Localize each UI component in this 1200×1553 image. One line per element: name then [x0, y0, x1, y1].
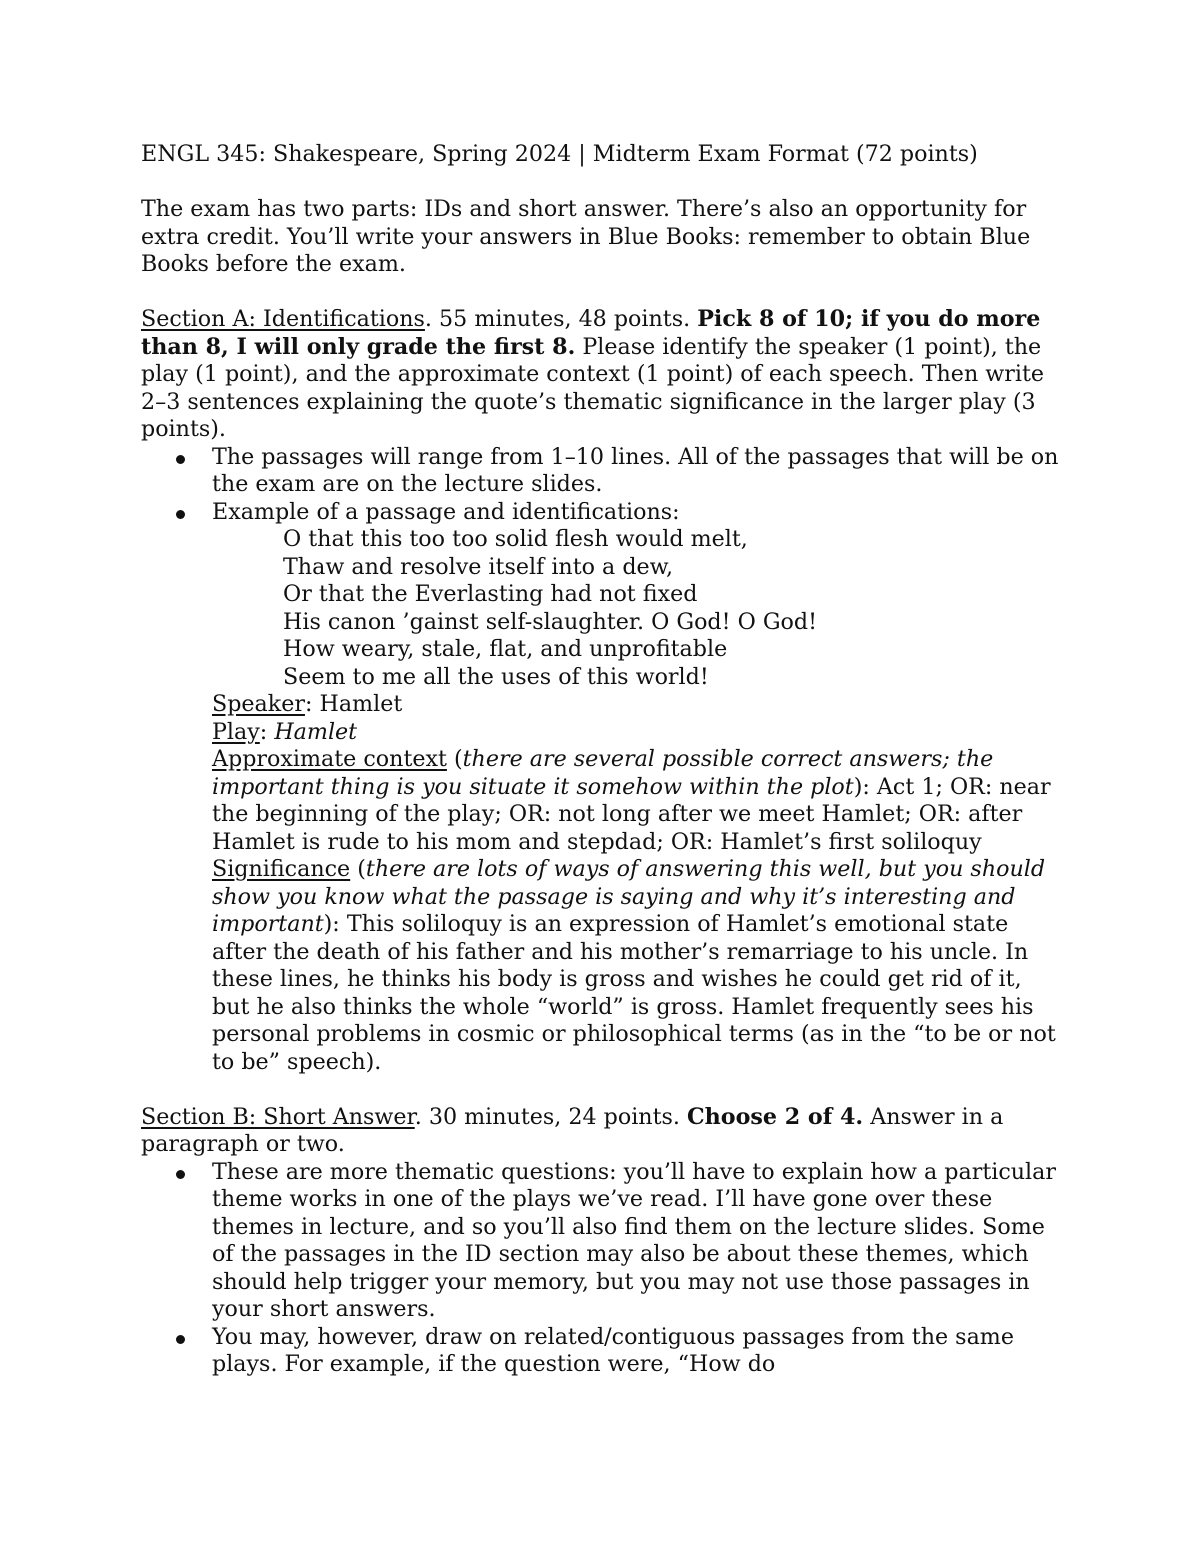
section-b-bullet-themes	[141, 1159, 1061, 1324]
passage-line: O that this too too solid flesh would melt,	[283, 526, 748, 552]
section-b-heading: Section B: Short Answer	[141, 1103, 415, 1130]
section-a-bullet-list	[141, 444, 1061, 1077]
section-a-bold-instruction: Pick 8 of 10; if you do more than 8, I will only grade the first 8.	[141, 306, 1041, 360]
section-b-bullet-list	[141, 1159, 1061, 1379]
section-a-instructions: Please identify the speaker (1 point), the play (1 point), and the approximate context (1 point) of each speech. Then write 2–3 sentences explaining the quote’s thematic significance in the larger play (3 points).	[141, 333, 1045, 442]
significance-answer: ): This soliloquy is an expression of Hamlet’s emotional state after the death of his father and his mother’s remarriage to his uncle. In these lines, he thinks his body is gross and wishes he could get rid of it, but he also thinks the whole “world” is gross. Hamlet frequently sees his personal problems in cosmic or philosophical terms (as in the “to be or not to be” speech).	[212, 911, 1056, 1075]
significance-paren: (	[350, 856, 366, 882]
play-value: Hamlet	[274, 718, 358, 745]
passage-line: How weary, stale, flat, and unprofitable	[283, 636, 728, 662]
play-field	[212, 719, 1061, 747]
section-b-bullet-passages	[141, 1324, 1061, 1379]
play-label: Play	[212, 718, 260, 745]
significance-note: there are lots of ways of answering this well, but you should show you know what the passage is saying and why it’s interesting and important	[212, 856, 1046, 937]
section-a-description	[141, 306, 1061, 444]
passage-line: His canon ’gainst self-slaughter. O God! O God!	[283, 608, 818, 635]
section-a-timing: . 55 minutes, 48 points.	[424, 306, 698, 332]
context-label: Approximate context	[212, 746, 447, 772]
section-b-bullet-passages-text: You may, however, draw on related/contiguous passages from the same plays. For example, if the question were, “How do	[212, 1323, 1014, 1377]
context-note: there are several possible correct answers; the important thing is you situate it somehow within the plot	[212, 746, 994, 800]
section-a-heading: Section A: Identifications	[141, 306, 425, 332]
section-a-bullet-example-text: Example of a passage and identifications:	[212, 498, 680, 525]
section-a	[141, 306, 1061, 1076]
section-b-bold-instruction: Choose 2 of 4.	[687, 1103, 864, 1130]
passage-line: Seem to me all the uses of this world!	[283, 663, 709, 690]
intro-paragraph: The exam has two parts: IDs and short answer. There’s also an opportunity for extra credit. You’ll write your answers in Blue Books: remember to obtain Blue Books before the exam.	[141, 196, 1031, 277]
section-b-instructions: Answer in a paragraph or two.	[141, 1103, 1004, 1157]
section-a-bullet-example	[141, 499, 1061, 1077]
passage-line: Or that the Everlasting had not fixed	[283, 581, 698, 607]
section-b	[141, 1104, 1061, 1379]
example-passage	[212, 526, 1061, 691]
context-answer: ): Act 1; OR: near the beginning of the play; OR: not long after we meet Hamlet; OR: after Hamlet is rude to his mom and stepdad; OR: Hamlet’s first soliloquy	[212, 773, 1051, 855]
significance-field	[212, 856, 1061, 1076]
play-colon: :	[259, 718, 275, 745]
section-a-bullet-passages	[141, 444, 1061, 499]
speaker-value: : Hamlet	[304, 691, 403, 717]
significance-label: Significance	[212, 856, 351, 882]
speaker-field	[212, 691, 1061, 719]
section-b-bullet-themes-text: These are more thematic questions: you’ll have to explain how a particular theme works in one of the plays we’ve read. I’ll have gone over these themes in lecture, and so you’ll also find them on the lecture slides. Some of the passages in the ID section may also be about these themes, which should help trigger your memory, but you may not use those passages in your short answers.	[212, 1158, 1056, 1322]
section-b-timing: . 30 minutes, 24 points.	[414, 1103, 688, 1130]
document-page	[141, 141, 1061, 1379]
section-a-bullet-passages-text: The passages will range from 1–10 lines. All of the passages that will be on the exam are on the lecture slides.	[212, 443, 1059, 497]
context-field	[212, 746, 1061, 856]
passage-line: Thaw and resolve itself into a dew,	[283, 553, 674, 580]
document-title: ENGL 345: Shakespeare, Spring 2024 | Midterm Exam Format (72 points)	[141, 141, 978, 167]
speaker-label: Speaker	[212, 691, 305, 717]
context-paren: (	[446, 746, 463, 772]
section-b-description	[141, 1104, 1061, 1159]
